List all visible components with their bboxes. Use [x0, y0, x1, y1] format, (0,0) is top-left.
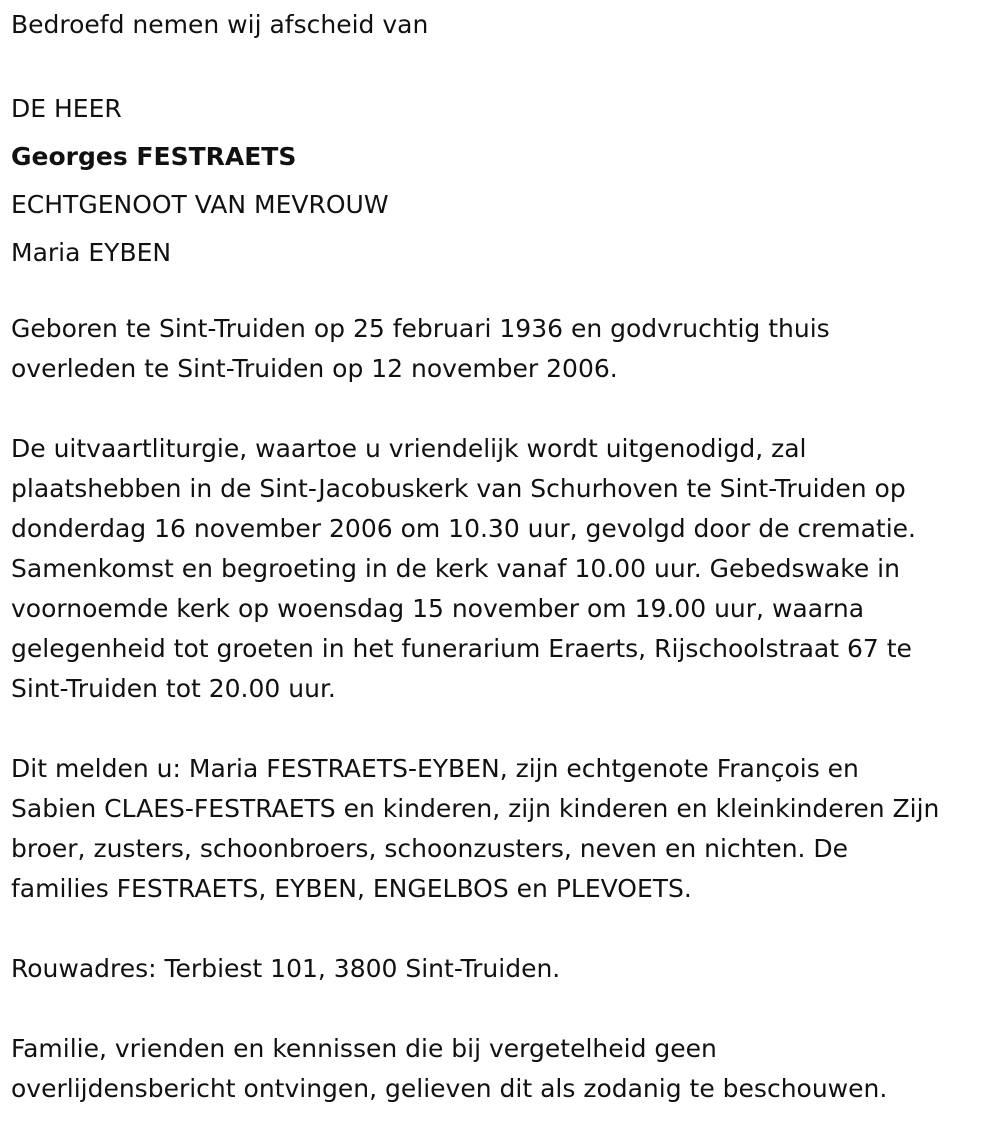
closing-line: overlijdensbericht ontvingen, gelieven dit als zodanig te beschouwen. — [11, 1074, 888, 1103]
family-paragraph — [11, 749, 1000, 909]
spacer — [11, 277, 1000, 309]
family-line: Dit melden u: Maria FESTRAETS-EYBEN, zijn echtgenote François en — [11, 754, 859, 783]
family-line: broer, zusters, schoonbroers, schoonzusters, neven en nichten. De — [11, 834, 849, 863]
intro-text: Bedroefd nemen wij afscheid van — [11, 10, 429, 39]
funeral-line: voornoemde kerk op woensdag 15 november om 19.00 uur, waarna — [11, 594, 865, 623]
funeral-line: Samenkomst en begroeting in de kerk vanaf 10.00 uur. Gebedswake in — [11, 554, 900, 583]
title-text: DE HEER — [11, 94, 122, 123]
funeral-line: De uitvaartliturgie, waartoe u vriendelijk wordt uitgenodigd, zal — [11, 434, 807, 463]
spouse-name: Maria EYBEN — [11, 238, 172, 267]
funeral-line: Sint-Truiden tot 20.00 uur. — [11, 674, 336, 703]
funeral-line: donderdag 16 november 2006 om 10.30 uur, gevolgd door de crematie. — [11, 514, 917, 543]
funeral-line: plaatshebben in de Sint-Jacobuskerk van Schurhoven te Sint-Truiden op — [11, 474, 906, 503]
birth-line: Geboren te Sint-Truiden op 25 februari 1936 en godvruchtig thuis — [11, 314, 830, 343]
funeral-paragraph — [11, 429, 1000, 709]
spacer — [11, 709, 1000, 749]
spacer — [11, 389, 1000, 429]
closing-paragraph — [11, 1029, 1000, 1109]
family-line: families FESTRAETS, EYBEN, ENGELBOS en PLEVOETS. — [11, 874, 692, 903]
spacer — [11, 989, 1000, 1029]
funeral-line: gelegenheid tot groeten in het funerarium Eraerts, Rijschoolstraat 67 te — [11, 634, 912, 663]
address-text: Rouwadres: Terbiest 101, 3800 Sint-Truiden. — [11, 954, 561, 983]
birth-paragraph — [11, 309, 1000, 389]
deceased-name: Georges FESTRAETS — [11, 142, 297, 171]
family-line: Sabien CLAES-FESTRAETS en kinderen, zijn kinderen en kleinkinderen Zijn — [11, 794, 940, 823]
closing-line: Familie, vrienden en kennissen die bij vergetelheid geen — [11, 1034, 717, 1063]
spacer — [11, 45, 1000, 85]
spacer — [11, 909, 1000, 949]
relation-text: ECHTGENOOT VAN MEVROUW — [11, 190, 389, 219]
birth-line: overleden te Sint-Truiden op 12 november 2006. — [11, 354, 618, 383]
